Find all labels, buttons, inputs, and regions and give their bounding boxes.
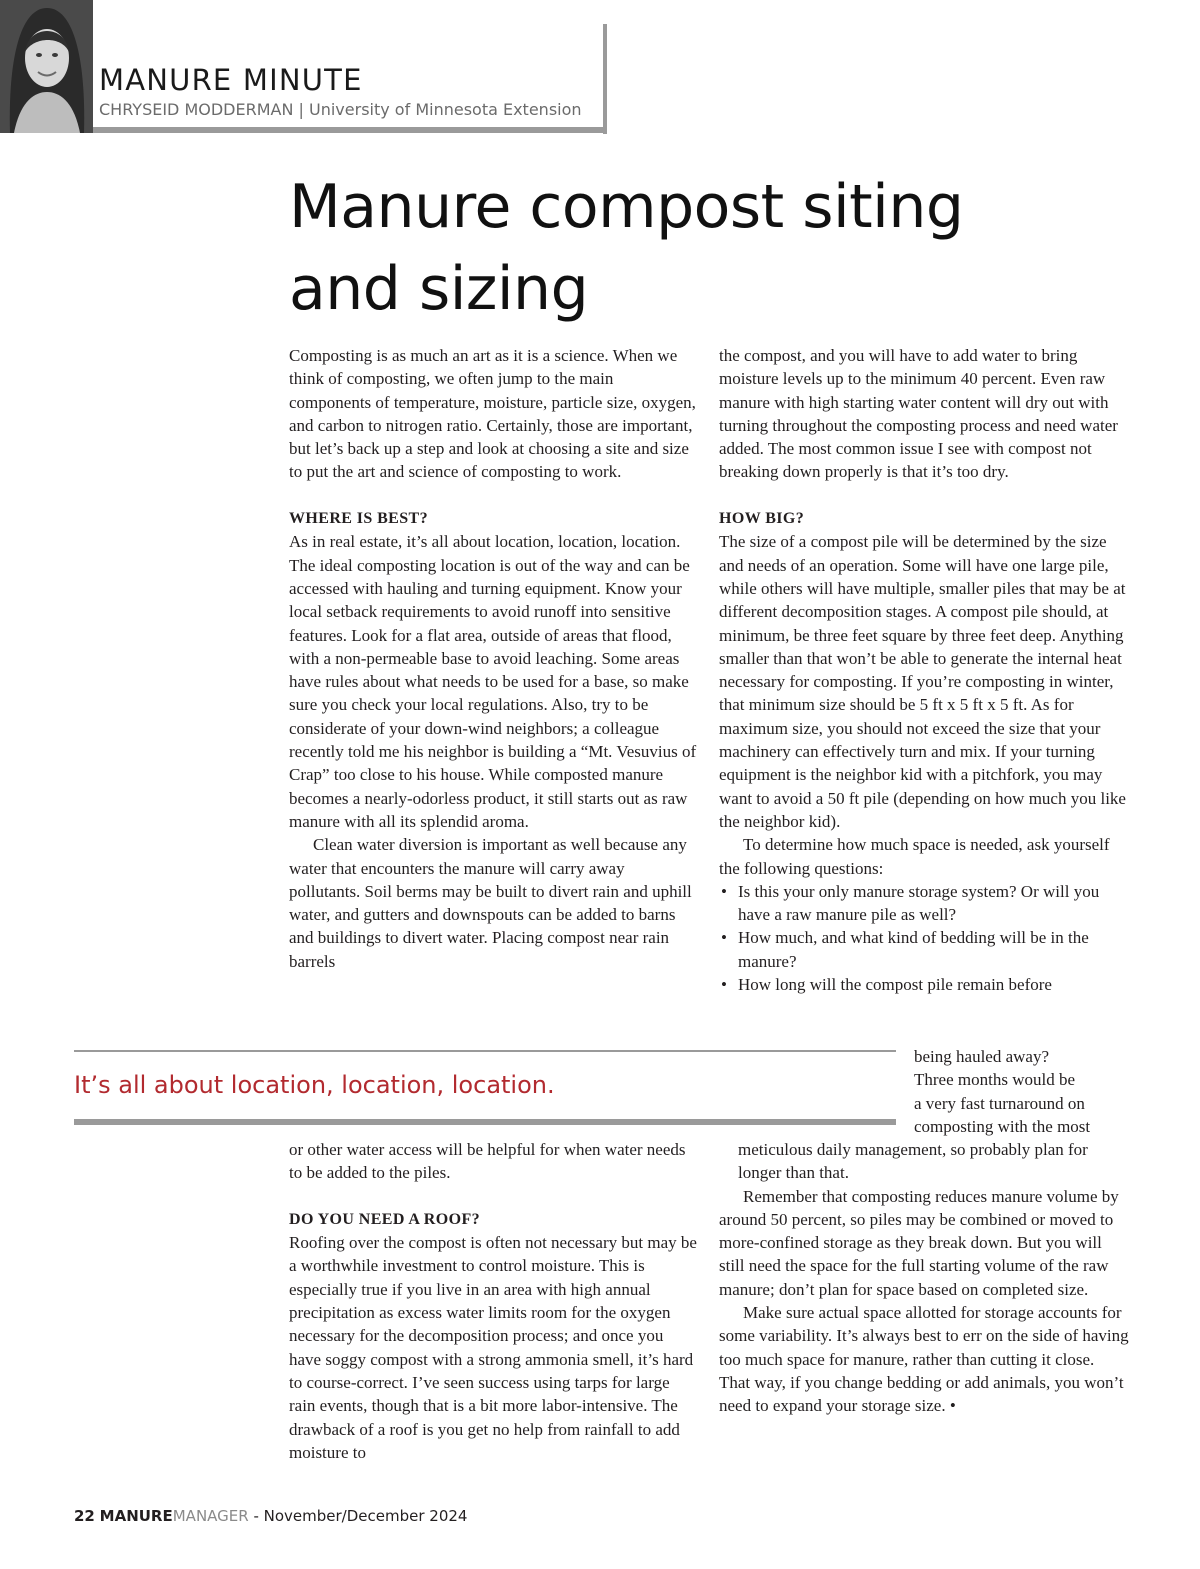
pullquote: It’s all about location, location, location.	[74, 1071, 555, 1099]
author-photo	[0, 0, 93, 133]
title-line: and sizing	[289, 254, 589, 324]
right-column-bottom	[719, 1138, 1129, 1418]
list-item: • How long will the compost pile remain before	[719, 973, 1129, 996]
title-line: Manure compost siting	[289, 172, 964, 242]
paragraph-make-sure: Make sure actual space allotted for storage accounts for some variability. It’s always best to err on the side of having too much space for manure, rather than cutting it close. That way, if you change bedding or add animals, you won’t need to expand your storage size. •	[719, 1303, 1129, 1416]
column-name: MANURE MINUTE	[99, 63, 363, 97]
paragraph-how-big-2: To determine how much space is needed, ask yourself the following questions:	[719, 835, 1110, 878]
paragraph-how-big-1: The size of a compost pile will be determined by the size and needs of an operation. Some will have one large pile, while others will have multiple, smaller piles that may be at different decomposition stages. A compost pile should, at minimum, be three feet square by three feet deep. Anything smaller than that won’t be able to generate the internal heat necessary for composting. If you’re composting in winter, that minimum size should be 5 ft x 5 ft x 5 ft. As for maximum size, you should not exceed the size that your machinery can effectively turn and mix. If your turning equipment is the neighbor kid with a pitchfork, you may want to avoid a 50 ft pile (depending on how much you like the neighbor kid).	[719, 532, 1126, 831]
paragraph-roof: Roofing over the compost is often not necessary but may be a worthwhile investment to control moisture. This is especially true if you live in an area with high annual precipitation as excess water limits room for the oxygen necessary for the decomposition process; and once you have soggy compost with a strong ammonia smell, it’s hard to course-correct. I’ve seen success using tarps for large rain events, though that is a bit more labor-intensive. The drawback of a roof is you get no help from rainfall to add moisture to	[289, 1233, 697, 1462]
magazine-name-light: MANAGER	[172, 1507, 249, 1525]
section-heading-roof: DO YOU NEED A ROOF?	[289, 1210, 481, 1228]
wrap-line: a very fast turnaround on	[914, 1093, 1085, 1113]
paragraph-remember: Remember that composting reduces manure volume by around 50 percent, so piles may be combined or moved to more-confined storage as they break down. But you will still need the space for the full starting volume of the raw manure; don’t plan for space based on completed size.	[719, 1186, 1119, 1299]
issue-date: - November/December 2024	[253, 1507, 468, 1525]
left-column-bottom	[289, 1138, 697, 1464]
list-item: • How much, and what kind of bedding will be in the manure?	[719, 926, 1129, 973]
paragraph-water-continued: or other water access will be helpful for when water needs to be added to the piles.	[289, 1140, 686, 1183]
wrap-line: being hauled away?	[914, 1047, 1049, 1066]
paragraph-moisture-continued: the compost, and you will have to add water to bring moisture levels up to the minimum 40 percent. Even raw manure with high starting water content will dry out with turning throughout the composting process and need water added. The most common issue I see with compost not breaking down properly is that it’s too dry.	[719, 346, 1118, 482]
article-title	[289, 166, 1089, 330]
right-column-top	[719, 344, 1129, 996]
wrap-line: Three months would be	[914, 1070, 1075, 1090]
questions-list	[719, 880, 1129, 996]
author-portrait-icon	[0, 0, 93, 133]
list-item: • Is this your only manure storage system? Or will you have a raw manure pile as well?	[719, 880, 1129, 927]
right-column-wrap	[914, 1045, 1134, 1138]
author-byline: CHRYSEID MODDERMAN | University of Minnesota Extension	[99, 100, 582, 119]
left-column-top	[289, 344, 697, 973]
paragraph-where-1: As in real estate, it’s all about location, location, location. The ideal composting location is out of the way and can be accessed with hauling and turning equipment. Know your local setback requirements to avoid runoff into sensitive features. Look for a flat area, outside of areas that flood, with a non-permeable base to avoid leaching. Some areas have rules about what needs to be used for a base, so make sure you check your local regulations. Also, try to be considerate of your down-wind neighbors; a colleague recently told me his neighbor is building a “Mt. Vesuvius of Crap” too close to his house. While composted manure becomes a nearly-odorless product, it still starts out as raw manure with all its splendid aroma.	[289, 532, 697, 831]
intro-paragraph: Composting is as much an art as it is a science. When we think of composting, we often jump to the main components of temperature, moisture, particle size, oxygen, and carbon to nitrogen ratio. Certainly, those are important, but let’s back up a step and look at choosing a site and size to put the art and science of composting to work.	[289, 346, 696, 482]
magazine-name-bold: MANURE	[99, 1507, 173, 1525]
pullquote-rule-bottom	[74, 1119, 896, 1125]
page-number: 22	[74, 1507, 95, 1525]
wrap-line: composting with the most	[914, 1116, 1091, 1136]
column-header	[0, 0, 608, 135]
page-footer	[74, 1505, 467, 1527]
header-divider-vertical	[603, 24, 607, 134]
header-divider-horizontal	[93, 127, 607, 133]
pullquote-rule-top	[74, 1050, 896, 1052]
paragraph-where-2: Clean water diversion is important as well because any water that encounters the manure will carry away pollutants. Soil berms may be built to divert rain and uphill water, and gutters and downspouts can be added to barns and buildings to divert water. Placing compost near rain barrels	[289, 835, 692, 971]
section-heading-how-big: HOW BIG?	[719, 510, 805, 528]
list-item-continued: meticulous daily management, so probably plan for longer than that.	[738, 1140, 1088, 1183]
section-heading-where: WHERE IS BEST?	[289, 510, 428, 528]
